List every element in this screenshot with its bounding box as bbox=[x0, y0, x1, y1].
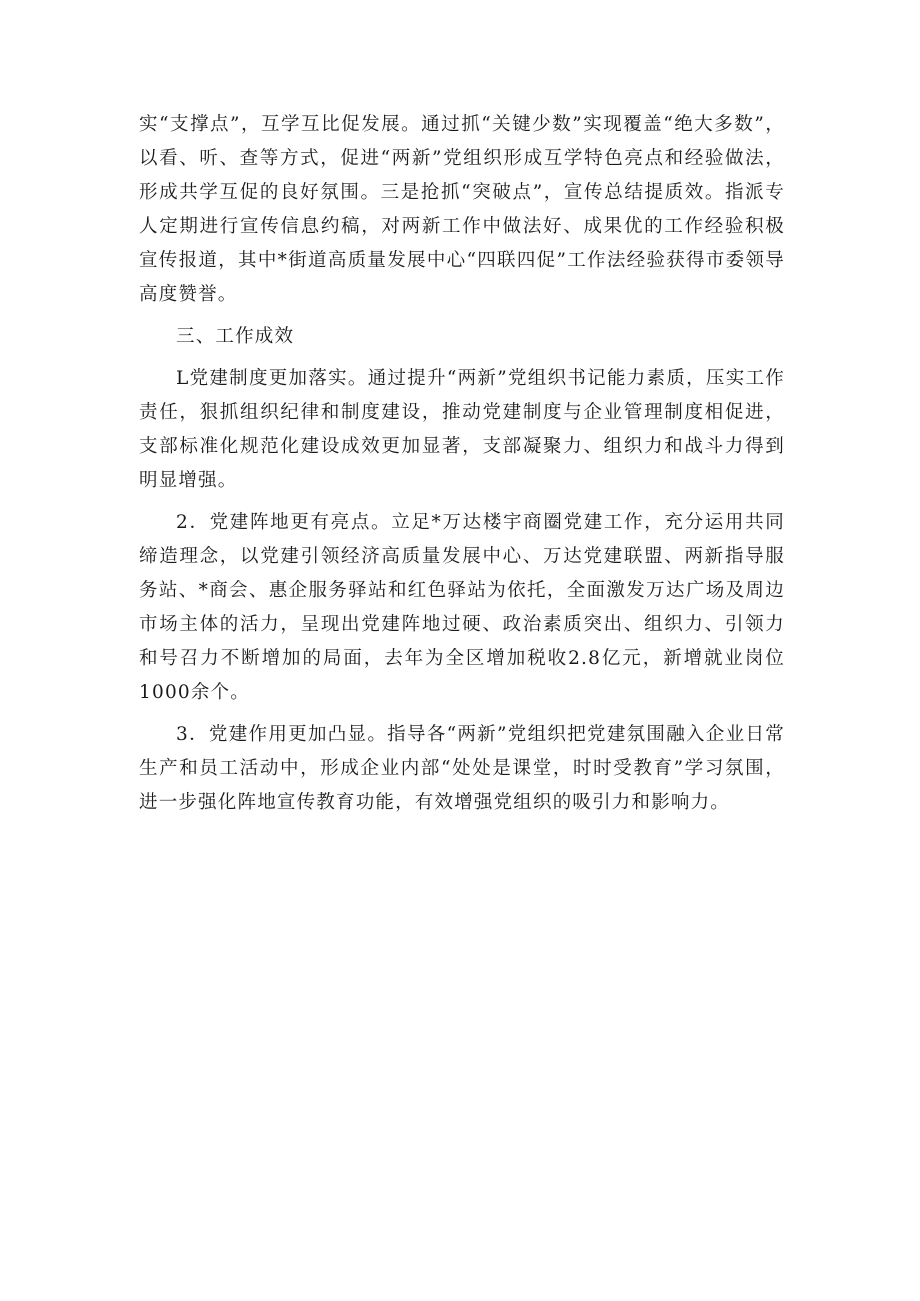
paragraph-item-2: 2．党建阵地更有亮点。立足*万达楼宇商圈党建工作，充分运用共同缔造理念，以党建引领经济高质量发展中心、万达党建联盟、两新指导服务站、*商会、惠企服务驿站和红色驿站为依托，全面激发万达广场及周边市场主体的活力，呈现出党建阵地过硬、政治素质突出、组织力、引领力和号召力不断增加的局面，去年为全区增加税收2.8亿元，新增就业岗位1000余个。 bbox=[139, 512, 785, 703]
paragraph-continuation: 实“支撑点”，互学互比促发展。通过抓“关键少数”实现覆盖“绝大多数”，以看、听、查等方式，促进“两新”党组织形成互学特色亮点和经验做法，形成共学互促的良好氛围。三是抢抓“突破点”，宣传总结提质效。指派专人定期进行宣传信息约稿，对两新工作中做法好、成果优的工作经验积极宣传报道，其中*街道高质量发展中心“四联四促”工作法经验获得市委领导高度赞誉。 bbox=[139, 114, 785, 305]
document-body bbox=[139, 108, 785, 828]
paragraph-item-3: 3．党建作用更加凸显。指导各“两新”党组织把党建氛围融入企业日常生产和员工活动中，形成企业内部“处处是课堂，时时受教育”学习氛围，进一步强化阵地宣传教育功能，有效增强党组织的吸引力和影响力。 bbox=[139, 724, 785, 813]
section-heading: 三、工作成效 bbox=[176, 326, 295, 347]
paragraph-item-1: L党建制度更加落实。通过提升“两新”党组织书记能力素质，压实工作责任，狠抓组织纪律和制度建设，推动党建制度与企业管理制度相促进，支部标准化规范化建设成效更加显著，支部凝聚力、组织力和战斗力得到明显增强。 bbox=[139, 368, 785, 491]
